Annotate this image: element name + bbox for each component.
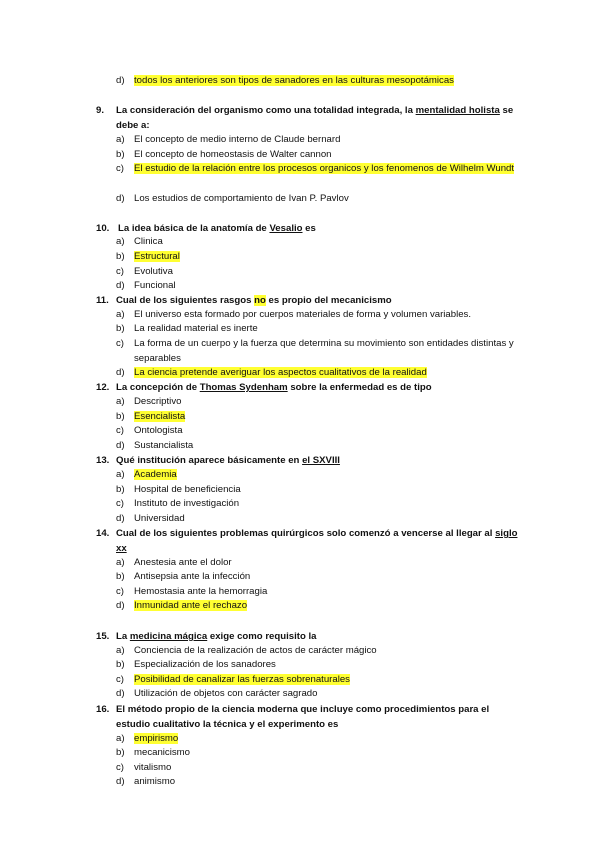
option-8d[interactable]: [116, 74, 526, 89]
option-text: Funcional: [134, 280, 176, 291]
option-text: Los estudios de comportamiento de Ivan P. Pavlov: [134, 193, 349, 204]
option-text: Antisepsia ante la infección: [134, 571, 251, 582]
question-number: 9.: [96, 105, 105, 116]
option-text: Estructural: [134, 251, 180, 262]
option-text: Utilización de objetos con carácter sagrado: [134, 688, 318, 699]
option-text: Descriptivo: [134, 396, 182, 407]
option-text: Instituto de investigación: [134, 498, 240, 509]
option-text: El concepto de homeostasis de Walter cannon: [134, 149, 332, 160]
question-13: 13. Qué institución aparece básicamente en el SXVIII: [96, 455, 340, 466]
option-text: empirismo: [134, 733, 179, 744]
option-11a[interactable]: a) El universo esta formado por cuerpos materiales de forma y volumen variables.: [116, 308, 526, 323]
option-text: Universidad: [134, 513, 185, 524]
option-text: Hemostasia ante la hemorragia: [134, 586, 268, 597]
option-text: Especialización de los sanadores: [134, 659, 276, 670]
question-keyword: no: [254, 295, 266, 306]
option-10a[interactable]: a) Clinica: [116, 235, 526, 250]
option-text: La ciencia pretende averiguar los aspectos cualitativos de la realidad: [134, 367, 427, 378]
option-text: La forma de un cuerpo y la fuerza que determina su movimiento son entidades distintas y separables: [134, 338, 514, 364]
option-11d[interactable]: d) La ciencia pretende averiguar los aspectos cualitativos de la realidad: [116, 367, 427, 378]
option-text: Clinica: [134, 236, 163, 247]
option-text: Evolutiva: [134, 266, 173, 277]
question-keyword: Thomas Sydenham: [199, 382, 288, 393]
option-text: Academia: [134, 469, 177, 480]
option-9b[interactable]: b) El concepto de homeostasis de Walter cannon: [116, 148, 526, 163]
option-16c[interactable]: c) vitalismo: [116, 761, 526, 776]
option-11b[interactable]: b) La realidad material es inerte: [116, 322, 526, 337]
option-15b[interactable]: b) Especialización de los sanadores: [116, 658, 526, 673]
option-text: Anestesia ante el dolor: [134, 557, 232, 568]
option-14d[interactable]: d) Inmunidad ante el rechazo: [116, 600, 248, 611]
question-14: 14. Cual de los siguientes problemas quirúrgicos solo comenzó a vencerse al llegar al siglo xx: [96, 528, 518, 554]
option-15c[interactable]: c) Posibilidad de canalizar las fuerzas sobrenaturales: [116, 674, 350, 685]
question-keyword: Vesalio: [269, 223, 303, 234]
option-9a[interactable]: a) El concepto de medio interno de Claude bernard: [116, 133, 526, 148]
option-text: La realidad material es inerte: [134, 323, 258, 334]
option-13b[interactable]: b) Hospital de beneficiencia: [116, 483, 526, 498]
question-number: 15.: [96, 631, 110, 642]
option-13d[interactable]: d) Universidad: [116, 512, 526, 527]
option-16d[interactable]: d) animismo: [116, 775, 526, 790]
option-10c[interactable]: c) Evolutiva: [116, 265, 526, 280]
question-number: 16.: [96, 704, 110, 715]
option-15d[interactable]: d) Utilización de objetos con carácter sagrado: [116, 687, 526, 702]
option-9c[interactable]: c) El estudio de la relación entre los procesos organicos y los fenomenos de Wilhelm Wundt: [116, 163, 515, 174]
question-number: 14.: [96, 528, 110, 539]
question-text: El método propio de la ciencia moderna que incluye como procedimientos para el estudio cualitativo la técnica y el experimento es: [116, 704, 490, 730]
option-14b[interactable]: b) Antisepsia ante la infección: [116, 570, 526, 585]
option-12b[interactable]: b) Esencialista: [116, 411, 186, 422]
question-number: 10.: [96, 223, 110, 234]
question-number: 13.: [96, 455, 110, 466]
question-15: 15. La medicina mágica exige como requisito la: [96, 631, 317, 642]
option-15a[interactable]: a) Conciencia de la realización de actos de carácter mágico: [116, 644, 526, 659]
question-keyword: siglo xx: [116, 528, 518, 554]
option-text: Esencialista: [134, 411, 186, 422]
option-text: todos los anteriores son tipos de sanadores en las culturas mesopotámicas: [134, 75, 454, 86]
option-text: animismo: [134, 776, 176, 787]
option-13a[interactable]: a) Academia: [116, 469, 177, 480]
question-keyword: mentalidad holista: [415, 105, 500, 116]
question-keyword: medicina mágica: [129, 631, 208, 642]
option-10b[interactable]: b) Estructural: [116, 251, 180, 262]
option-10d[interactable]: d) Funcional: [116, 279, 526, 294]
option-14a[interactable]: a) Anestesia ante el dolor: [116, 556, 526, 571]
option-text: vitalismo: [134, 762, 172, 773]
option-text: Hospital de beneficiencia: [134, 484, 241, 495]
question-10: 10. La idea básica de la anatomía de Vesalio es: [96, 223, 316, 234]
option-16a[interactable]: a) empirismo: [116, 733, 179, 744]
option-text: El concepto de medio interno de Claude bernard: [134, 134, 341, 145]
question-16: [96, 702, 524, 732]
option-11c[interactable]: c) La forma de un cuerpo y la fuerza que determina su movimiento son entidades distintas y separables: [116, 337, 526, 366]
option-text: El estudio de la relación entre los procesos organicos y los fenomenos de Wilhelm Wundt: [134, 163, 515, 174]
option-16b[interactable]: b) mecanicismo: [116, 746, 526, 761]
option-13c[interactable]: c) Instituto de investigación: [116, 497, 526, 512]
option-12d[interactable]: d) Sustancialista: [116, 439, 526, 454]
question-11: 11. Cual de los siguientes rasgos no es propio del mecanicismo: [96, 295, 392, 306]
option-text: mecanicismo: [134, 747, 190, 758]
option-12c[interactable]: c) Ontologista: [116, 424, 526, 439]
option-text: Posibilidad de canalizar las fuerzas sobrenaturales: [134, 674, 350, 685]
option-text: Inmunidad ante el rechazo: [134, 600, 248, 611]
question-9: 9. La consideración del organismo como una totalidad integrada, la mentalidad holista se debe a:: [96, 105, 514, 131]
question-12: 12. La concepción de Thomas Sydenham sobre la enfermedad es de tipo: [96, 382, 432, 393]
option-text: Sustancialista: [134, 440, 194, 451]
option-14c[interactable]: c) Hemostasia ante la hemorragia: [116, 585, 526, 600]
option-12a[interactable]: a) Descriptivo: [116, 395, 526, 410]
option-9d[interactable]: d) Los estudios de comportamiento de Ivan P. Pavlov: [116, 192, 526, 207]
option-text: Ontologista: [134, 425, 183, 436]
option-letter: d): [116, 75, 125, 86]
option-text: El universo esta formado por cuerpos materiales de forma y volumen variables.: [134, 309, 472, 320]
option-text: Conciencia de la realización de actos de carácter mágico: [134, 645, 377, 656]
question-number: 11.: [96, 295, 109, 306]
question-number: 12.: [96, 382, 110, 393]
question-keyword: el SXVIII: [302, 455, 340, 466]
